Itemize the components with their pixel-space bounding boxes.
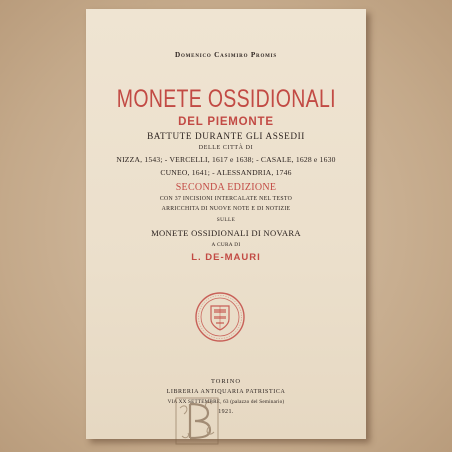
novara-line: MONETE OSSIDIONALI DI NOVARA	[151, 228, 301, 238]
subtitle: DEL PIEMONTE	[178, 116, 274, 128]
title-page	[86, 9, 366, 439]
editor-name: L. DE-MAURI	[191, 252, 261, 263]
cities-line-2: CUNEO, 1641; - ALESSANDRIA, 1746	[160, 168, 292, 177]
imprint-city: TORINO	[210, 378, 242, 385]
imprint-year: 1921.	[218, 409, 234, 415]
curated-by: A CURA DI	[211, 242, 241, 248]
additions-line: ARRICCHITA DI NUOVE NOTE E DI NOTIZIE	[161, 206, 291, 212]
imprint-address: VIA XX SETTEMBRE, 63 (palazzo del Seminario)	[167, 399, 285, 405]
decorative-monogram-ornament	[168, 392, 226, 450]
library-stamp-seal	[194, 291, 246, 343]
edition-label: SECONDA EDIZIONE	[175, 182, 277, 193]
main-title: MONETE OSSIDIONALI	[116, 85, 336, 113]
on-label: SULLE	[216, 217, 236, 223]
author-name: Domenico Casimiro Promis	[174, 51, 277, 59]
sieges-line: BATTUTE DURANTE GLI ASSEDII	[147, 131, 305, 141]
imprint-publisher: LIBRERIA ANTIQUARIA PATRISTICA	[166, 389, 286, 395]
cities-intro: DELLE CITTÀ DI	[198, 145, 254, 151]
engravings-line: CON 37 INCISIONI INTERCALATE NEL TESTO	[159, 196, 293, 202]
cities-line-1: NIZZA, 1543; - VERCELLI, 1617 e 1638; - CASALE, 1628 e 1630	[116, 155, 336, 164]
